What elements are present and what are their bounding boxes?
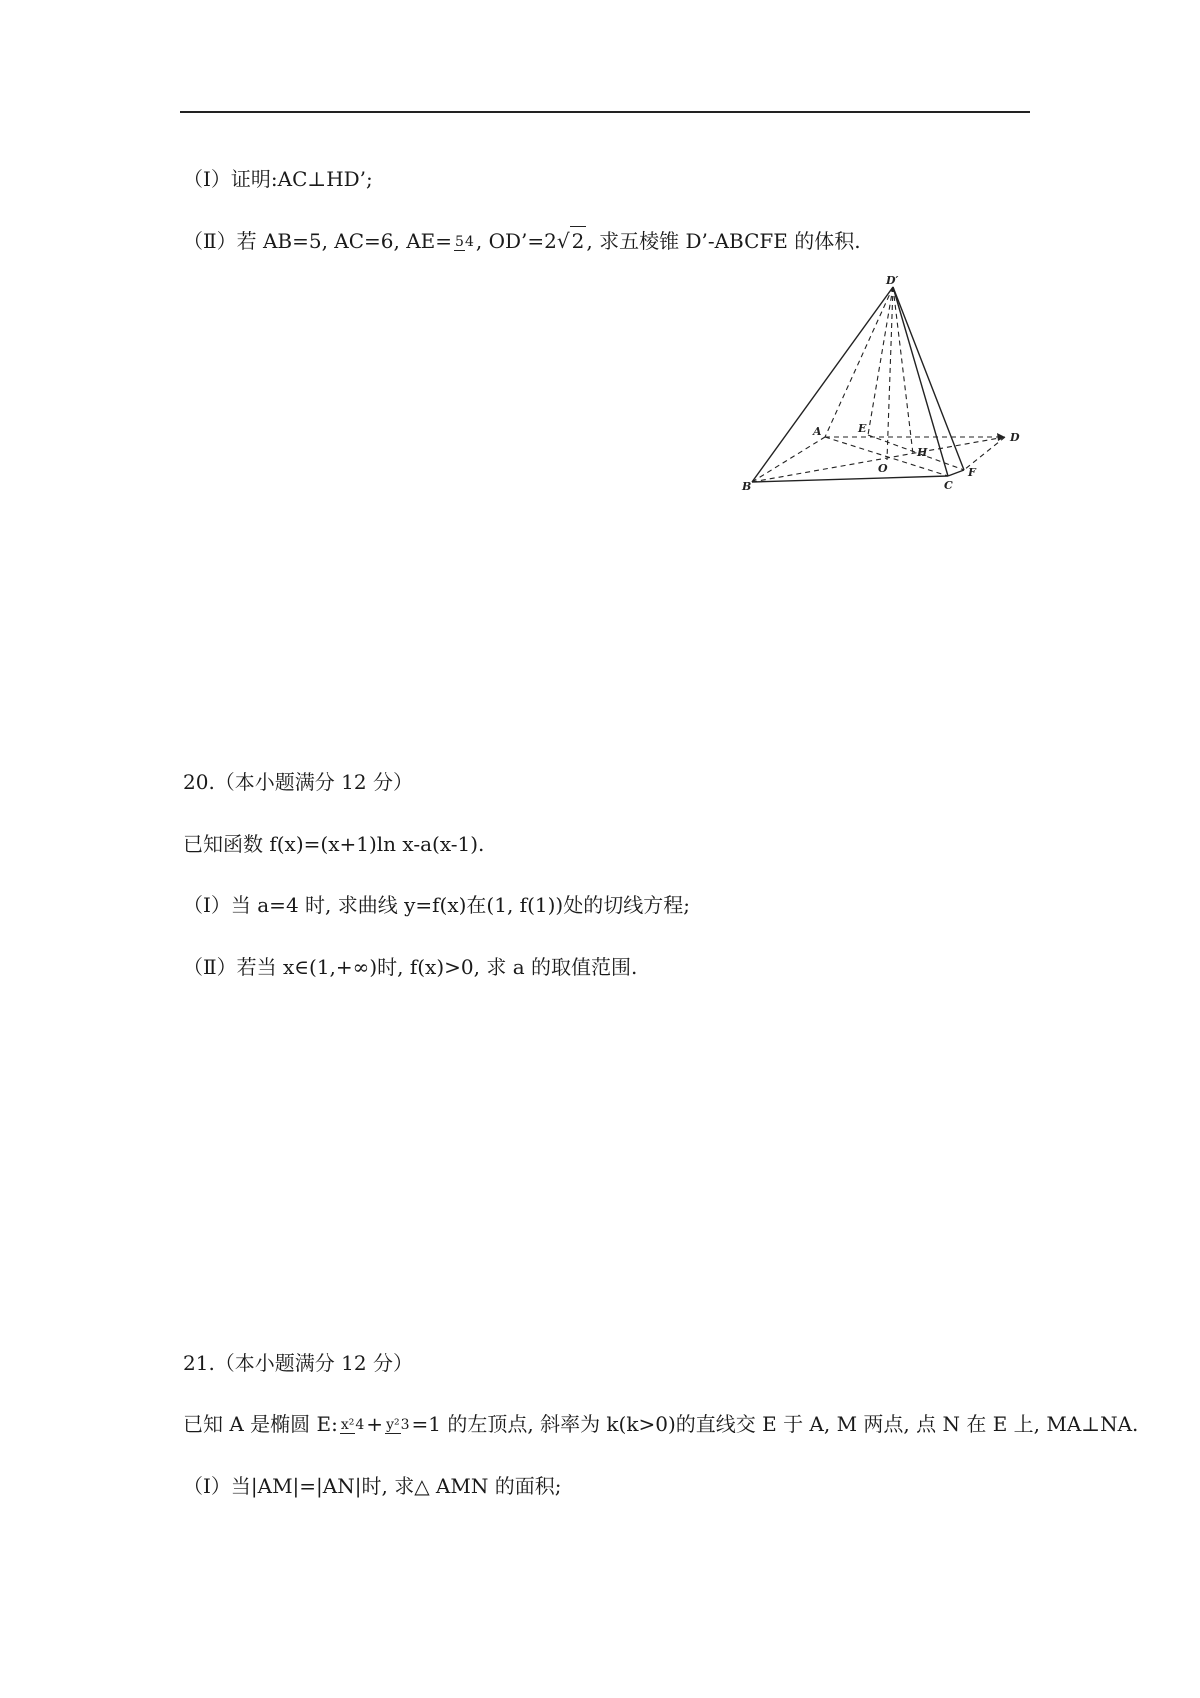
q19-part2 — [183, 226, 861, 255]
label-F: F — [968, 466, 976, 479]
q19-part2-od: , OD’=2 — [475, 229, 557, 253]
sqrt-radicand: 2 — [570, 226, 587, 255]
label-A: A — [813, 425, 822, 438]
label-D: D — [1010, 431, 1020, 444]
edge-DpE — [868, 287, 893, 435]
q19-part1-text: （Ⅰ）证明:AC⊥HD’; — [183, 167, 373, 191]
edge-DpB — [752, 287, 893, 482]
q21-part1 — [183, 1472, 561, 1500]
q20-header — [183, 768, 413, 796]
ae-numerator: 5 — [455, 233, 464, 250]
q19-part2-suffix: , 求五棱锥 D’-ABCFE 的体积. — [586, 229, 861, 253]
label-Dp: D′ — [886, 274, 899, 287]
label-C: C — [944, 479, 953, 492]
sqrt-symbol: √ 2 — [557, 226, 586, 255]
label-B: B — [742, 480, 752, 493]
ae-denominator: 4 — [464, 233, 474, 250]
edge-DpO — [887, 287, 893, 460]
q20-part1 — [183, 891, 690, 919]
q21-header-text: 21.（本小题满分 12 分） — [183, 1351, 413, 1375]
q20-part1-text: （Ⅰ）当 a=4 时, 求曲线 y=f(x)在(1, f(1))处的切线方程; — [183, 893, 690, 917]
q21-stem-suffix: =1 的左顶点, 斜率为 k(k>0)的直线交 E 于 A, M 两点, 点 N 在 E 上, MA⊥NA. — [411, 1412, 1139, 1436]
header-rule — [180, 111, 1030, 113]
edge-CF — [948, 470, 964, 476]
q20-header-text: 20.（本小题满分 12 分） — [183, 770, 413, 794]
label-H: H — [917, 446, 928, 459]
q21-stem-prefix: 已知 A 是椭圆 E: — [183, 1412, 338, 1436]
y2-denominator: 3 — [400, 1416, 410, 1433]
x2-fraction — [340, 1418, 364, 1434]
q21-part1-text: （Ⅰ）当|AM|=|AN|时, 求△ AMN 的面积; — [183, 1474, 562, 1498]
y2-numerator: y² — [386, 1416, 400, 1433]
q19-part1 — [183, 165, 373, 193]
q20-part2 — [183, 953, 637, 981]
q20-part2-text: （Ⅱ）若当 x∈(1,+∞)时, f(x)>0, 求 a 的取值范围. — [183, 955, 638, 979]
x2-numerator: x² — [340, 1416, 355, 1433]
label-O: O — [878, 462, 888, 475]
q20-stem — [183, 830, 484, 858]
q21-header — [183, 1349, 413, 1377]
q19-part2-prefix: （Ⅱ）若 AB=5, AC=6, AE= — [183, 229, 453, 253]
y2-fraction — [385, 1418, 409, 1434]
label-E: E — [858, 422, 867, 435]
plus-sign: + — [366, 1412, 384, 1436]
ae-fraction — [454, 235, 474, 251]
pyramid-figure — [730, 272, 1030, 502]
edge-DpA — [825, 287, 893, 437]
q20-stem-text: 已知函数 f(x)=(x+1)ln x-a(x-1). — [183, 832, 485, 856]
x2-denominator: 4 — [355, 1416, 365, 1433]
q21-stem — [183, 1410, 1138, 1438]
